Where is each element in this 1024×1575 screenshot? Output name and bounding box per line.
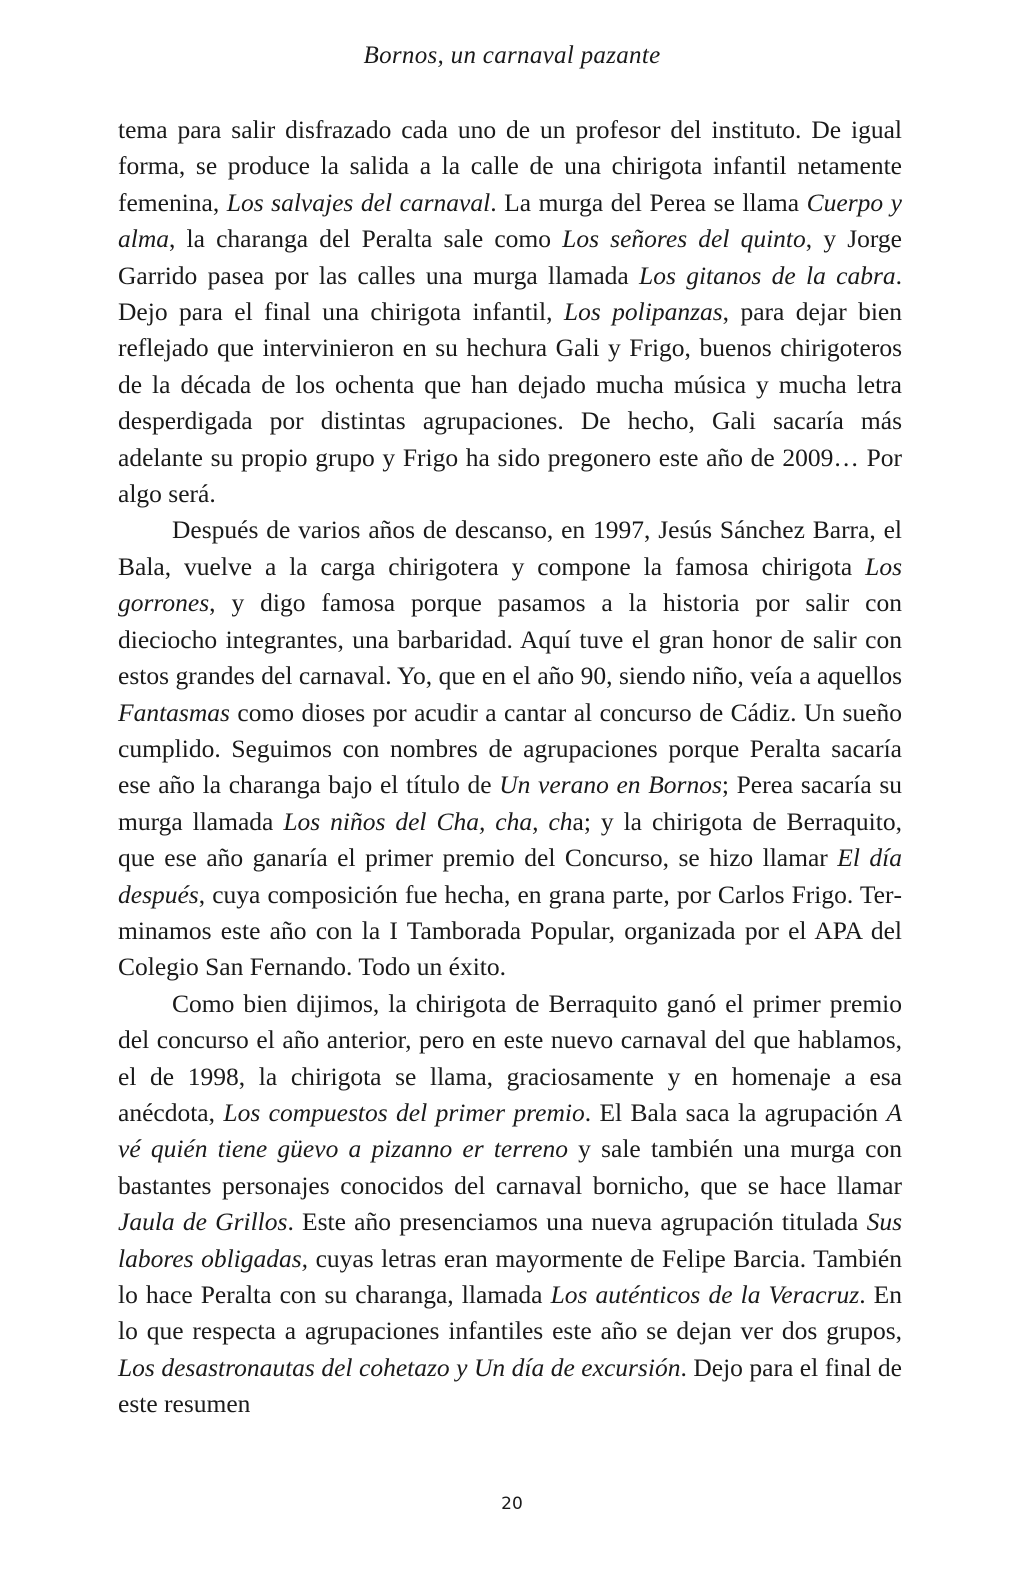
text-run: . La murga del Perea se llama xyxy=(490,187,807,217)
italic-title: Cuerpo y alma xyxy=(118,187,902,254)
italic-title: Fantasmas xyxy=(118,697,230,727)
italic-title: Los niños del Cha, cha, ch xyxy=(283,806,573,836)
italic-title: A vé quién tiene güevo a pizanno er terreno xyxy=(118,1097,903,1164)
text-run: y sale también una murga con bastantes personajes conocidos del carnaval bornicho, que se hace llamar xyxy=(118,1134,902,1200)
text-run: , y digo famosa porque pasamos a la historia por salir con dieciocho integrantes, una barbaridad. Aquí tuve el gran honor de salir con estos grandes del carnaval. Yo, que en el año 90, siendo niño, veía a aquellos xyxy=(118,588,902,691)
text-run: . El Bala saca la agrupación xyxy=(584,1097,887,1127)
italic-title: Sus labores obligadas, xyxy=(118,1207,902,1273)
italic-title: Los gorrones xyxy=(118,551,902,618)
italic-title: Los señores del quinto xyxy=(562,224,806,254)
text-run: ; Perea sacaría su murga llamada xyxy=(118,770,902,836)
italic-title: Los compuestos del primer premio xyxy=(223,1097,585,1127)
italic-title: Los desastronautas del cohetazo y Un día de excursión xyxy=(118,1352,681,1382)
running-header: Bornos, un carnaval pazante xyxy=(363,42,661,69)
italic-title: El día después xyxy=(118,843,902,909)
body-text xyxy=(118,112,902,1423)
text-run: , para dejar bien reflejado que intervinieron en su hechura Gali y Frigo, buenos chirigoteros de la década de los ochenta que han dejado mucha música y mucha letra desperdigada por distintas agrupaciones. De hecho, Gali sacaría más adelante su propio grupo y Frigo ha sido pregonero este año de 2009… Por algo será. xyxy=(118,297,903,509)
text-run: Después de varios años de descanso, en 1997, Jesús Sánchez Barra, el Bala, vuelve a la carga chirigotera y compone la famosa chirigota xyxy=(118,515,902,581)
text-run: . En lo que respecta a agrupaciones infantiles este año se dejan ver dos grupos, xyxy=(118,1280,902,1346)
text-run: Como bien dijimos, la chirigota de Berraquito ganó el primer premio del concurso el año anterior, pero en este nuevo carnaval del que hablamos, el de 1998, la chirigota se llama, graciosamente y en homenaje a esa anécdota, xyxy=(118,988,902,1127)
text-run: . Dejo para el final una chirigota infantil, xyxy=(118,260,903,327)
page-number: 20 xyxy=(501,1494,523,1514)
italic-title: Los gitanos de la cabra xyxy=(639,260,896,290)
text-run: a; y la chirigota de Berraquito, que ese año ganaría el primer premio del Concurso, se hizo llamar xyxy=(118,806,902,873)
text-run: , la charanga del Peralta sale como xyxy=(169,224,563,254)
italic-title: Los polipanzas xyxy=(563,297,723,327)
text-run: , cuya composición fue hecha, en grana parte, por Carlos Frigo. Terminamos este año con la I Tamborada Popular, organizada por el APA del Colegio San Fernando. Todo un éxito. xyxy=(118,879,902,982)
paragraph-3 xyxy=(118,986,902,1423)
text-run: tema para salir disfrazado cada uno de un profesor del instituto. De igual forma, se produce la salida a la calle de una chirigota infantil netamente femenina, xyxy=(118,115,902,217)
text-run: . Este año presenciamos una nueva agrupación titulada xyxy=(287,1207,867,1237)
italic-title: Jaula de Grillos xyxy=(118,1207,288,1237)
text-run: , y Jorge Garrido pasea por las calles una murga llamada xyxy=(118,224,902,290)
paragraph-1 xyxy=(118,112,902,512)
paragraph-2 xyxy=(118,512,902,985)
text-run: cuyas letras eran mayormente de Felipe Barcia. También lo hace Peralta con su charanga, llamada xyxy=(118,1243,902,1309)
italic-title: Los salvajes del carnaval xyxy=(226,187,491,217)
italic-title: Un verano en Bornos xyxy=(499,770,722,800)
text-run: como dioses por acudir a cantar al concurso de Cádiz. Un sueño cumplido. Seguimos con nombres de agrupaciones porque Peralta sacaría ese año la charanga bajo el título de xyxy=(118,697,902,800)
italic-title: Los auténticos de la Veracruz xyxy=(550,1280,860,1309)
text-run: . Dejo para el final de este resumen xyxy=(118,1352,902,1419)
